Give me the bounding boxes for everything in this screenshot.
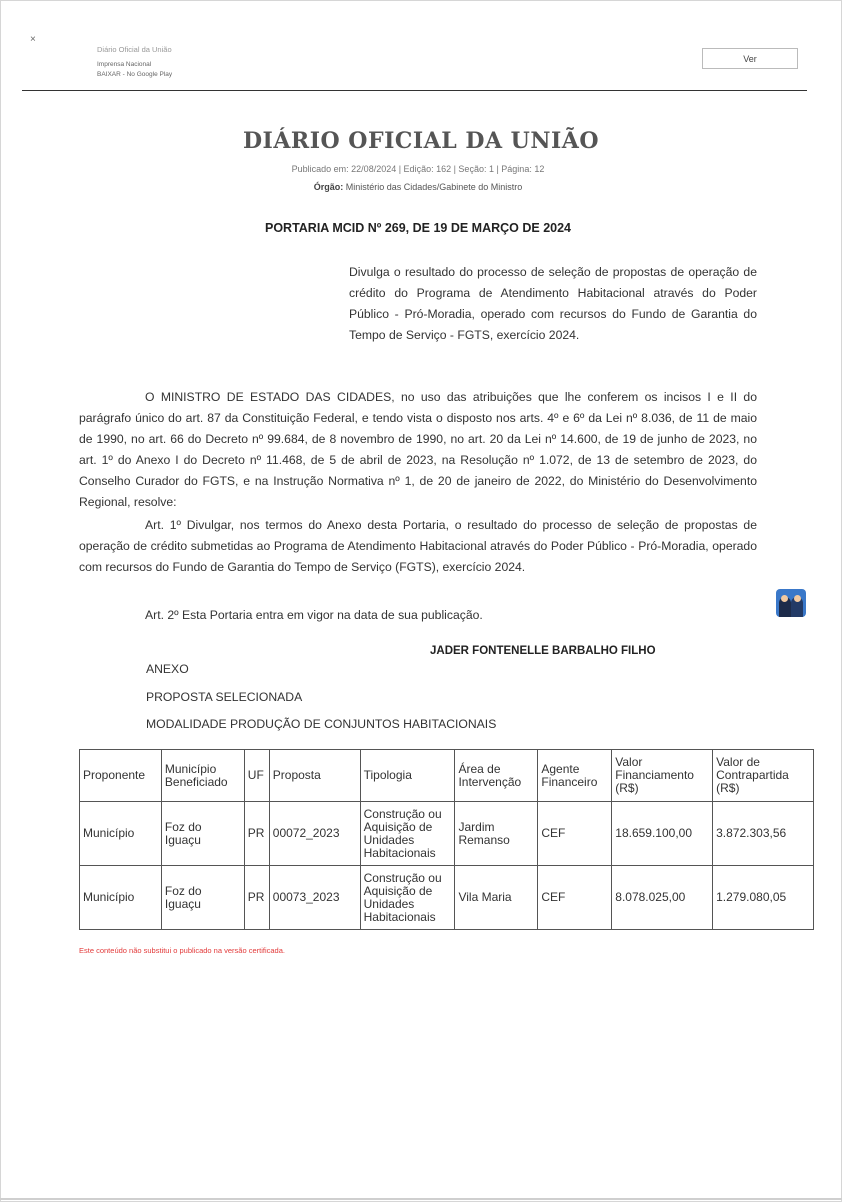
annex-label: ANEXO	[146, 662, 189, 676]
page-title: DIÁRIO OFICIAL DA UNIÃO	[242, 128, 600, 154]
table-cell: 1.279.080,05	[713, 866, 814, 930]
table-cell: Município	[80, 866, 162, 930]
table-header-row	[80, 750, 814, 802]
orgao-line	[0, 182, 836, 192]
signer-name: JADER FONTENELLE BARBALHO FILHO	[430, 645, 656, 657]
close-icon[interactable]: ×	[30, 34, 36, 45]
article-1-text: Art. 1º Divulgar, nos termos do Anexo desta Portaria, o resultado do processo de seleção de propostas de operação de crédito submetidas ao Programa de Atendimento Habitacional através do Poder Público - Pró-Moradia, operado com recursos do Fundo de Garantia do Tempo de Serviço (FGTS), exercício 2024.	[79, 518, 757, 574]
table-cell: CEF	[538, 866, 612, 930]
header-cell: Proposta	[269, 750, 360, 802]
floating-avatar-icon[interactable]	[776, 589, 806, 617]
ementa-text: Divulga o resultado do processo de seleção de propostas de operação de crédito do Programa de Atendimento Habitacional através do Poder Público - Pró-Moradia, operado com recursos do Fundo de Garantia do Tempo de Serviço - FGTS, exercício 2024.	[349, 265, 757, 342]
header-cell: Valor Financiamento (R$)	[612, 750, 713, 802]
header-cell: Município Beneficiado	[161, 750, 244, 802]
header-cell: Área de Intervenção	[455, 750, 538, 802]
app-name: Diário Oficial da União	[97, 45, 172, 54]
article-1-paragraph	[79, 515, 757, 578]
view-button[interactable]: Ver	[702, 48, 798, 69]
app-publisher: Imprensa Nacional	[97, 61, 152, 68]
table-cell: Construção ou Aquisição de Unidades Habitacionais	[360, 866, 455, 930]
annex-table	[79, 749, 814, 930]
table-cell: Foz do Iguaçu	[161, 802, 244, 866]
header-cell: UF	[244, 750, 269, 802]
preamble-text: O MINISTRO DE ESTADO DAS CIDADES, no uso das atribuições que lhe conferem os incisos I e II do parágrafo único do art. 87 da Constituição Federal, e tendo vista o disposto nos arts. 4º e 6º da Lei nº 8.036, de 11 de maio de 1990, no art. 66 do Decreto nº 99.684, de 8 novembro de 1990, no art. 20 da Lei nº 14.600, de 19 de junho de 2023, no art. 1º do Anexo I do Decreto nº 11.468, de 5 de abril de 2023, na Resolução nº 1.072, de 13 de setembro de 2023, do Conselho Curador do FGTS, e na Instrução Normativa nº 1, de 20 de janeiro de 2022, do Ministério do Desenvolvimento Regional, resolve:	[79, 390, 757, 509]
table-cell: 8.078.025,00	[612, 866, 713, 930]
orgao-label: Órgão:	[313, 182, 344, 192]
table-cell: Município	[80, 802, 162, 866]
table-cell: CEF	[538, 802, 612, 866]
app-download-link[interactable]: BAIXAR - No Google Play	[97, 71, 173, 78]
table-cell: Foz do Iguaçu	[161, 866, 244, 930]
article-2-paragraph	[79, 605, 757, 626]
disclaimer-text: Este conteúdo não substitui o publicado na versão certificada.	[79, 946, 285, 955]
header-cell: Agente Financeiro	[538, 750, 612, 802]
portaria-title: PORTARIA MCID Nº 269, DE 19 DE MARÇO DE 2024	[264, 221, 572, 235]
table-cell: Vila Maria	[455, 866, 538, 930]
article-2-text: Art. 2º Esta Portaria entra em vigor na data de sua publicação.	[145, 608, 483, 622]
table-cell: 18.659.100,00	[612, 802, 713, 866]
table-cell: Jardim Remanso	[455, 802, 538, 866]
table-row	[80, 802, 814, 866]
header-cell: Tipologia	[360, 750, 455, 802]
table-cell: Construção ou Aquisição de Unidades Habitacionais	[360, 802, 455, 866]
table-cell: 00072_2023	[269, 802, 360, 866]
bottom-divider	[0, 1198, 842, 1200]
table-row	[80, 866, 814, 930]
annex-modality: MODALIDADE PRODUÇÃO DE CONJUNTOS HABITACIONAIS	[146, 717, 497, 731]
viewer-toolbar	[22, 0, 807, 91]
table-cell: 3.872.303,56	[713, 802, 814, 866]
header-cell: Valor de Contrapartida (R$)	[713, 750, 814, 802]
table-cell: PR	[244, 802, 269, 866]
preamble-paragraph	[79, 387, 757, 513]
table-cell: PR	[244, 866, 269, 930]
annex-subtitle: PROPOSTA SELECIONADA	[146, 690, 303, 704]
header-cell: Proponente	[80, 750, 162, 802]
orgao-value: Ministério das Cidades/Gabinete do Ministro	[345, 182, 523, 192]
table-cell: 00073_2023	[269, 866, 360, 930]
publication-info: Publicado em: 22/08/2024 | Edição: 162 | Seção: 1 | Página: 12	[291, 164, 545, 174]
